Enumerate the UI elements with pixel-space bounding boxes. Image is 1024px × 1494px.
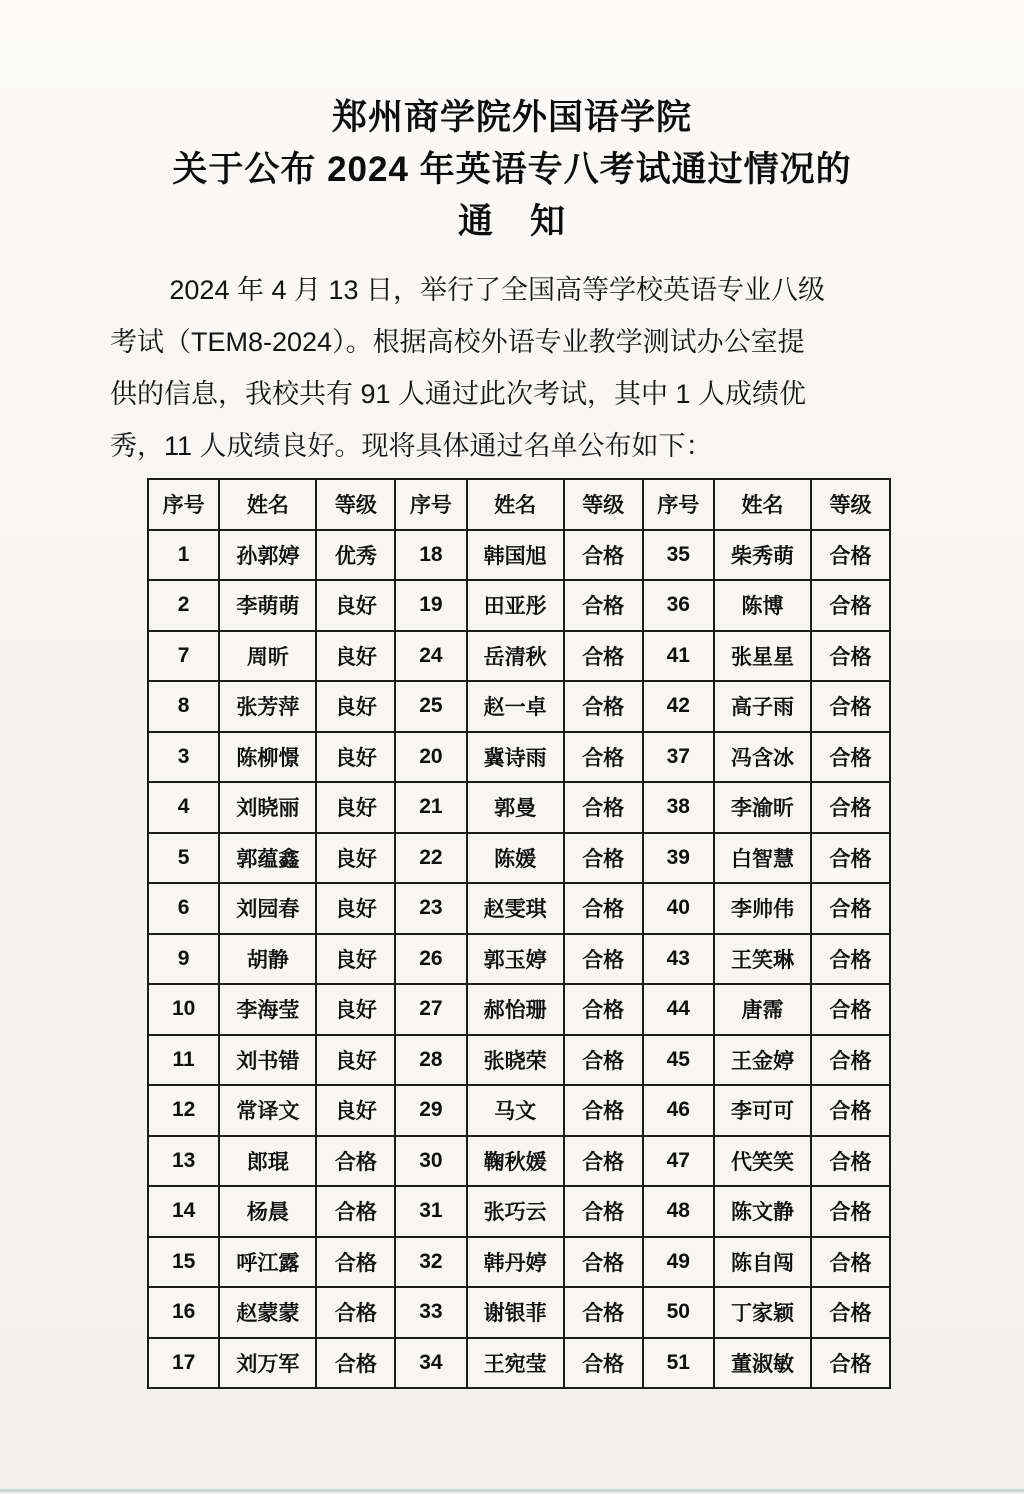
cell-name: 冯含冰 <box>714 732 811 783</box>
table-row <box>148 883 890 934</box>
cell-index: 20 <box>395 732 466 783</box>
cell-grade: 合格 <box>811 732 890 783</box>
cell-index: 35 <box>643 530 714 581</box>
cell-name: 刘晓丽 <box>219 782 316 833</box>
table-row <box>148 1085 890 1136</box>
table-row <box>148 1237 890 1288</box>
cell-index: 45 <box>643 1035 714 1086</box>
cell-index: 10 <box>148 984 219 1035</box>
table-row <box>148 934 890 985</box>
cell-name: 李萌萌 <box>219 580 316 631</box>
cell-index: 3 <box>148 732 219 783</box>
cell-index: 6 <box>148 883 219 934</box>
cell-name: 冀诗雨 <box>467 732 564 783</box>
column-header: 序号 <box>148 479 219 530</box>
column-header: 等级 <box>811 479 890 530</box>
cell-name: 王金婷 <box>714 1035 811 1086</box>
cell-name: 赵雯琪 <box>467 883 564 934</box>
table-row <box>148 984 890 1035</box>
cell-grade: 合格 <box>564 1186 643 1237</box>
cell-index: 34 <box>395 1338 466 1389</box>
cell-name: 陈柳憬 <box>219 732 316 783</box>
cell-index: 30 <box>395 1136 466 1187</box>
cell-grade: 合格 <box>564 1085 643 1136</box>
cell-grade: 良好 <box>316 782 395 833</box>
column-header: 序号 <box>643 479 714 530</box>
cell-grade: 合格 <box>316 1186 395 1237</box>
cell-grade: 合格 <box>564 1338 643 1389</box>
notice-paragraph-line4: 秀，11 人成绩良好。现将具体通过名单公布如下： <box>110 431 713 461</box>
cell-name: 岳清秋 <box>467 631 564 682</box>
cell-index: 11 <box>148 1035 219 1086</box>
cell-index: 14 <box>148 1186 219 1237</box>
cell-name: 李帅伟 <box>714 883 811 934</box>
cell-grade: 合格 <box>811 1136 890 1187</box>
cell-index: 16 <box>148 1287 219 1338</box>
cell-index: 2 <box>148 580 219 631</box>
cell-name: 陈文静 <box>714 1186 811 1237</box>
cell-grade: 合格 <box>564 782 643 833</box>
cell-grade: 良好 <box>316 984 395 1035</box>
cell-index: 18 <box>395 530 466 581</box>
table-row <box>148 1338 890 1389</box>
cell-index: 31 <box>395 1186 466 1237</box>
column-header: 姓名 <box>219 479 316 530</box>
cell-index: 12 <box>148 1085 219 1136</box>
cell-name: 唐霈 <box>714 984 811 1035</box>
cell-grade: 良好 <box>316 732 395 783</box>
cell-grade: 良好 <box>316 883 395 934</box>
table-row <box>148 530 890 581</box>
notice-paragraph-line2: 考试（TEM8-2024）。根据高校外语专业教学测试办公室提 <box>110 327 805 357</box>
cell-grade: 良好 <box>316 580 395 631</box>
cell-name: 谢银菲 <box>467 1287 564 1338</box>
cell-name: 孙郭婷 <box>219 530 316 581</box>
cell-grade: 合格 <box>811 782 890 833</box>
cell-name: 李可可 <box>714 1085 811 1136</box>
cell-grade: 合格 <box>811 1338 890 1389</box>
cell-name: 李渝昕 <box>714 782 811 833</box>
cell-name: 董淑敏 <box>714 1338 811 1389</box>
cell-name: 田亚彤 <box>467 580 564 631</box>
cell-name: 张巧云 <box>467 1186 564 1237</box>
cell-index: 36 <box>643 580 714 631</box>
cell-grade: 合格 <box>316 1287 395 1338</box>
cell-grade: 合格 <box>564 1287 643 1338</box>
cell-grade: 合格 <box>811 1237 890 1288</box>
page-title-line2: 关于公布 2024 年英语专八考试通过情况的 <box>172 150 852 189</box>
cell-index: 37 <box>643 732 714 783</box>
cell-index: 33 <box>395 1287 466 1338</box>
page-title-line1: 郑州商学院外国语学院 <box>331 98 692 137</box>
cell-name: 韩丹婷 <box>467 1237 564 1288</box>
cell-index: 21 <box>395 782 466 833</box>
cell-name: 张芳萍 <box>219 681 316 732</box>
table-row <box>148 1035 890 1086</box>
cell-index: 9 <box>148 934 219 985</box>
cell-name: 李海莹 <box>219 984 316 1035</box>
page-title-line3: 通 知 <box>457 202 566 241</box>
column-header: 等级 <box>316 479 395 530</box>
cell-name: 胡静 <box>219 934 316 985</box>
table-row <box>148 782 890 833</box>
notice-paragraph <box>110 264 916 472</box>
cell-grade: 良好 <box>316 1035 395 1086</box>
cell-name: 王笑琳 <box>714 934 811 985</box>
cell-name: 常译文 <box>219 1085 316 1136</box>
cell-grade: 良好 <box>316 833 395 884</box>
cell-index: 17 <box>148 1338 219 1389</box>
cell-index: 32 <box>395 1237 466 1288</box>
cell-name: 鞠秋媛 <box>467 1136 564 1187</box>
cell-grade: 合格 <box>316 1338 395 1389</box>
column-header: 等级 <box>564 479 643 530</box>
cell-index: 24 <box>395 631 466 682</box>
cell-index: 51 <box>643 1338 714 1389</box>
cell-index: 23 <box>395 883 466 934</box>
cell-grade: 合格 <box>564 934 643 985</box>
cell-name: 郝怡珊 <box>467 984 564 1035</box>
cell-index: 15 <box>148 1237 219 1288</box>
cell-index: 19 <box>395 580 466 631</box>
exam-results-table <box>147 478 891 1389</box>
cell-name: 刘书错 <box>219 1035 316 1086</box>
cell-name: 郎琨 <box>219 1136 316 1187</box>
cell-grade: 合格 <box>811 833 890 884</box>
cell-grade: 合格 <box>811 631 890 682</box>
cell-name: 韩国旭 <box>467 530 564 581</box>
cell-index: 7 <box>148 631 219 682</box>
cell-index: 27 <box>395 984 466 1035</box>
cell-grade: 合格 <box>564 530 643 581</box>
column-header: 姓名 <box>714 479 811 530</box>
cell-index: 1 <box>148 530 219 581</box>
cell-index: 25 <box>395 681 466 732</box>
cell-index: 44 <box>643 984 714 1035</box>
cell-grade: 优秀 <box>316 530 395 581</box>
cell-name: 丁家颖 <box>714 1287 811 1338</box>
cell-name: 张星星 <box>714 631 811 682</box>
cell-index: 40 <box>643 883 714 934</box>
cell-grade: 合格 <box>811 681 890 732</box>
cell-index: 26 <box>395 934 466 985</box>
cell-grade: 良好 <box>316 631 395 682</box>
cell-grade: 合格 <box>811 1186 890 1237</box>
cell-grade: 合格 <box>811 1287 890 1338</box>
cell-grade: 合格 <box>564 883 643 934</box>
column-header: 姓名 <box>467 479 564 530</box>
cell-index: 50 <box>643 1287 714 1338</box>
cell-index: 5 <box>148 833 219 884</box>
cell-name: 刘万军 <box>219 1338 316 1389</box>
cell-index: 8 <box>148 681 219 732</box>
cell-name: 郭蕴鑫 <box>219 833 316 884</box>
cell-grade: 合格 <box>564 732 643 783</box>
cell-index: 4 <box>148 782 219 833</box>
cell-grade: 合格 <box>811 580 890 631</box>
cell-grade: 良好 <box>316 934 395 985</box>
notice-title-block <box>0 92 1024 248</box>
table-row <box>148 580 890 631</box>
cell-name: 柴秀萌 <box>714 530 811 581</box>
notice-paragraph-line3: 供的信息，我校共有 91 人通过此次考试，其中 1 人成绩优 <box>110 379 807 409</box>
cell-grade: 合格 <box>316 1136 395 1187</box>
cell-grade: 合格 <box>564 1035 643 1086</box>
cell-index: 38 <box>643 782 714 833</box>
cell-name: 白智慧 <box>714 833 811 884</box>
cell-name: 陈自闯 <box>714 1237 811 1288</box>
cell-index: 41 <box>643 631 714 682</box>
cell-grade: 良好 <box>316 681 395 732</box>
cell-index: 46 <box>643 1085 714 1136</box>
cell-name: 周昕 <box>219 631 316 682</box>
notice-paragraph-line1: 2024 年 4 月 13 日，举行了全国高等学校英语专业八级 <box>169 275 826 305</box>
cell-grade: 合格 <box>564 681 643 732</box>
cell-index: 43 <box>643 934 714 985</box>
cell-name: 陈媛 <box>467 833 564 884</box>
cell-name: 呼江露 <box>219 1237 316 1288</box>
table-row <box>148 1287 890 1338</box>
cell-grade: 合格 <box>811 530 890 581</box>
cell-grade: 合格 <box>564 1237 643 1288</box>
cell-name: 张晓荣 <box>467 1035 564 1086</box>
cell-grade: 合格 <box>316 1237 395 1288</box>
table-header-row <box>148 479 890 530</box>
cell-grade: 合格 <box>564 580 643 631</box>
cell-grade: 合格 <box>564 984 643 1035</box>
cell-grade: 合格 <box>564 631 643 682</box>
cell-name: 刘园春 <box>219 883 316 934</box>
cell-name: 郭玉婷 <box>467 934 564 985</box>
cell-name: 马文 <box>467 1085 564 1136</box>
cell-grade: 合格 <box>811 984 890 1035</box>
cell-index: 39 <box>643 833 714 884</box>
cell-index: 48 <box>643 1186 714 1237</box>
cell-name: 杨晨 <box>219 1186 316 1237</box>
cell-name: 赵蒙蒙 <box>219 1287 316 1338</box>
table-row <box>148 1186 890 1237</box>
cell-grade: 合格 <box>564 833 643 884</box>
table-row <box>148 833 890 884</box>
cell-name: 高子雨 <box>714 681 811 732</box>
cell-name: 代笑笑 <box>714 1136 811 1187</box>
cell-name: 赵一卓 <box>467 681 564 732</box>
cell-grade: 合格 <box>811 1035 890 1086</box>
cell-index: 47 <box>643 1136 714 1187</box>
cell-index: 29 <box>395 1085 466 1136</box>
cell-grade: 合格 <box>811 883 890 934</box>
cell-name: 郭曼 <box>467 782 564 833</box>
cell-index: 13 <box>148 1136 219 1187</box>
cell-index: 42 <box>643 681 714 732</box>
cell-index: 28 <box>395 1035 466 1086</box>
cell-name: 陈博 <box>714 580 811 631</box>
table-row <box>148 631 890 682</box>
cell-grade: 合格 <box>811 934 890 985</box>
table-row <box>148 732 890 783</box>
column-header: 序号 <box>395 479 466 530</box>
table-row <box>148 681 890 732</box>
cell-name: 王宛莹 <box>467 1338 564 1389</box>
cell-index: 22 <box>395 833 466 884</box>
scan-edge-line <box>0 1489 1024 1492</box>
table-row <box>148 1136 890 1187</box>
cell-grade: 合格 <box>564 1136 643 1187</box>
cell-grade: 良好 <box>316 1085 395 1136</box>
cell-grade: 合格 <box>811 1085 890 1136</box>
cell-index: 49 <box>643 1237 714 1288</box>
